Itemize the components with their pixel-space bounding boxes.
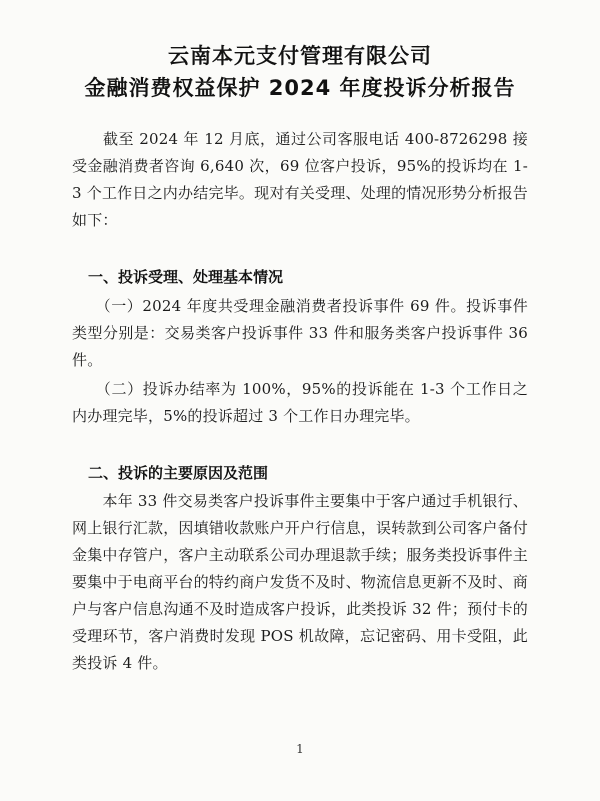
- section1-paragraph-1: （一）2024 年度共受理金融消费者投诉事件 69 件。投诉事件类型分别是：交易类客户投诉事件 33 件和服务类客户投诉事件 36 件。: [72, 297, 528, 369]
- section2-heading: 二、投诉的主要原因及范围: [88, 464, 269, 482]
- intro-paragraph: 截至 2024 年 12 月底，通过公司客服电话 400-8726298 接受金融消费者咨询 6,640 次，69 位客户投诉，95%的投诉均在 1-3 个工作日之内办结完毕。现对有关受理、处理的情况形势分析报告如下：: [72, 130, 528, 229]
- document-title-report: 金融消费权益保护 2024 年度投诉分析报告: [84, 76, 516, 100]
- section1-heading: 一、投诉受理、处理基本情况: [88, 268, 284, 286]
- section2-paragraph-1: 本年 33 件交易类客户投诉事件主要集中于客户通过手机银行、网上银行汇款，因填错收款账户开户行信息，误转款到公司客户备付金集中存管户，客户主动联系公司办理退款手续；服务类投诉事件主要集中于电商平台的特约商户发货不及时、物流信息更新不及时、商户与客户信息沟通不及时造成客户投诉，此类投诉 32 件；预付卡的受理环节，客户消费时发现 POS 机故障，忘记密码、用卡受阻，此类投诉 4 件。: [72, 492, 529, 672]
- document-title-company: 云南本元支付管理有限公司: [168, 44, 432, 68]
- page-number: 1: [296, 742, 304, 756]
- section1-paragraph-2: （二）投诉办结率为 100%，95%的投诉能在 1-3 个工作日之内办理完毕，5%的投诉超过 3 个工作日办理完毕。: [72, 380, 528, 425]
